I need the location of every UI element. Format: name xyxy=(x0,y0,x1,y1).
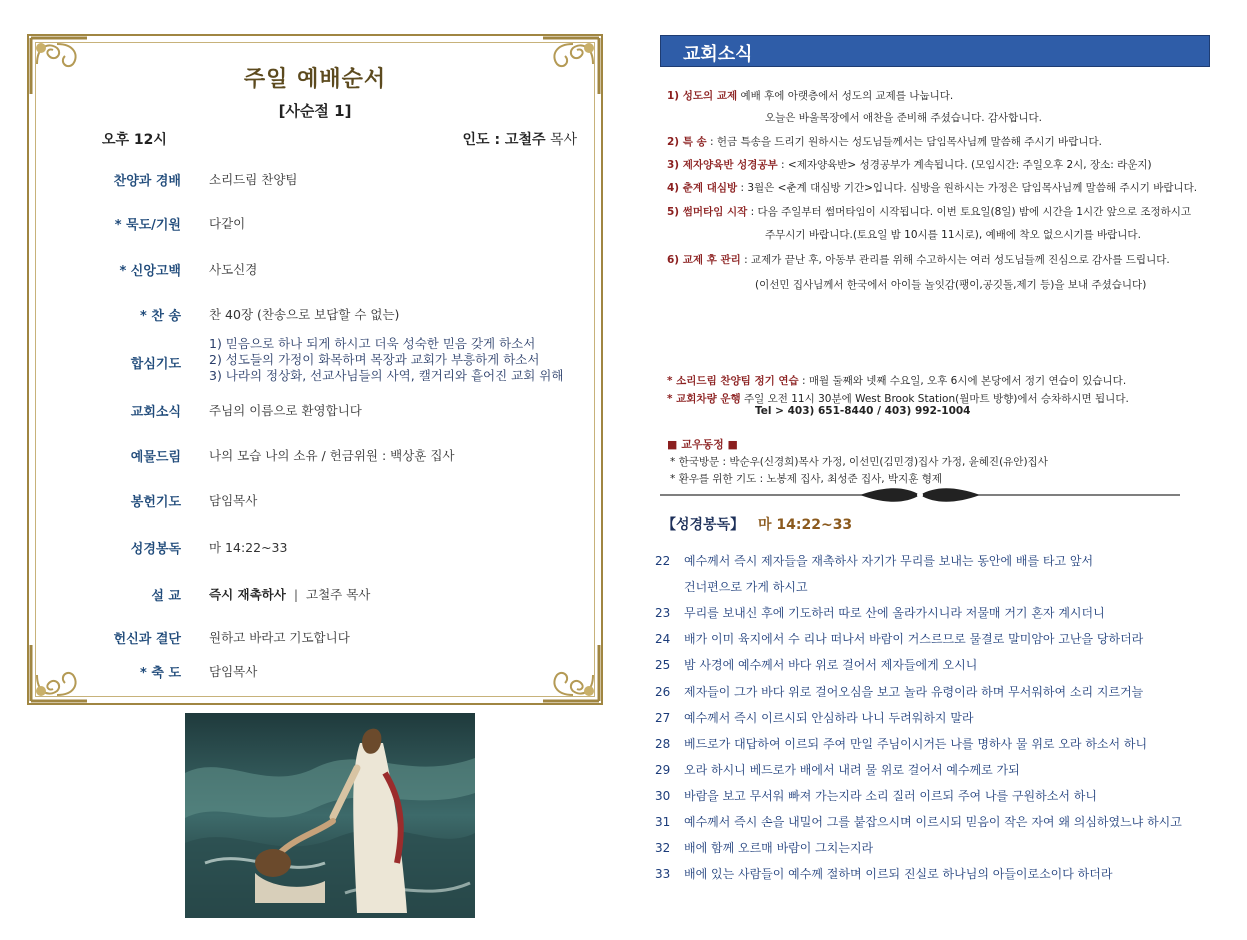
jesus-walking-on-water-image xyxy=(185,713,475,918)
order-item-label: 합심기도 xyxy=(130,357,181,372)
order-item-news xyxy=(29,401,601,421)
news-item-text: : 다음 주일부터 썸머타임이 시작됩니다. 이번 토요일(8일) 밤에 시간을 1시간 앞으로 조정하시고 xyxy=(747,206,1192,218)
order-item-label: 찬양과 경배 xyxy=(113,174,181,189)
news-header xyxy=(660,35,1210,67)
news-item-text: : 헌금 특송을 드리기 원하시는 성도님들께서는 담임목사님께 말씀해 주시기 바랍니다. xyxy=(706,136,1102,148)
verse-number: 31 xyxy=(655,815,671,829)
leader-role: 목사 xyxy=(545,132,577,148)
corner-ornament-icon xyxy=(533,34,603,104)
news-item xyxy=(667,204,1191,219)
news-item-text: 예배 후에 아랫층에서 성도의 교제를 나눕니다. xyxy=(737,90,954,102)
news-item-key: 3) 제자양육반 성경공부 xyxy=(667,159,778,171)
order-item-label: 설 교 xyxy=(151,589,181,604)
news-item-text: : 3월은 <춘계 대심방 기간>입니다. 심방을 원하시는 가정은 담임목사님께 말씀해 주시기 바랍니다. xyxy=(737,182,1198,194)
order-item-creed xyxy=(29,260,601,280)
news-item-key: 5) 썸머타임 시작 xyxy=(667,206,748,218)
leader-label: 인도 : xyxy=(462,132,505,148)
notice-text: 주일 오전 11시 30분에 West Brook Station(월마트 방향)에서 승차하시면 됩니다. xyxy=(740,393,1129,405)
news-item-text: : 교제가 끝난 후, 아동부 관리를 위해 수고하시는 여러 성도님들께 진심으로 감사를 드립니다. xyxy=(740,254,1170,266)
news-title: 교회소식 xyxy=(683,44,753,65)
order-item-content: 마 14:22~33 xyxy=(209,540,288,555)
scripture-reference: 마 14:22~33 xyxy=(758,517,853,533)
service-time: 오후 12시 xyxy=(102,132,167,148)
news-item-key: 2) 특 송 xyxy=(667,136,707,148)
corner-ornament-icon xyxy=(27,635,97,705)
notice-key: * 소리드림 찬양팀 정기 연습 xyxy=(667,375,799,387)
order-item-offering xyxy=(29,446,601,466)
notice-text: : 매월 둘째와 넷째 수요일, 오후 6시에 본당에서 정기 연습이 있습니다. xyxy=(798,375,1127,387)
order-item-content xyxy=(209,585,370,603)
order-item-label: * 축 도 xyxy=(140,666,181,681)
order-item-offering-prayer xyxy=(29,491,601,511)
order-item-content: 나의 모습 나의 소유 / 헌금위원 : 백상훈 집사 xyxy=(209,448,455,463)
news-item xyxy=(667,157,1152,172)
order-item-label: * 찬 송 xyxy=(140,309,181,324)
news-item-continued: 오늘은 바울목장에서 애찬을 준비해 주셨습니다. 감사합니다. xyxy=(765,112,1042,124)
order-item-label: 봉헌기도 xyxy=(130,495,181,510)
order-title: 주일 예배순서 xyxy=(243,67,387,92)
verse-text: 제자들이 그가 바다 위로 걸어오심을 보고 놀라 유령이라 하며 무서워하여 소리 지르거늘 xyxy=(684,685,1144,699)
news-item-key: 4) 춘계 대심방 xyxy=(667,182,738,194)
verse-text: 무리를 보내신 후에 기도하러 따로 산에 올라가시니라 저물매 거기 혼자 계시더니 xyxy=(684,606,1105,620)
order-item-scripture xyxy=(29,538,601,558)
member-news-line: * 한국방문 : 박순우(신경희)목사 가정, 이선민(김민경)집사 가정, 윤혜진(유안)집사 xyxy=(670,456,1048,468)
order-item-content: 찬 40장 (찬송으로 보답할 수 없는) xyxy=(209,307,400,322)
verse-number: 26 xyxy=(655,685,671,699)
phone-numbers: Tel > 403) 651-8440 / 403) 992-1004 xyxy=(755,405,971,417)
news-item-key: 1) 성도의 교제 xyxy=(667,90,738,102)
order-item-label: 예물드림 xyxy=(130,450,181,465)
verse-line xyxy=(655,630,1143,647)
verse-number: 33 xyxy=(655,867,671,881)
order-item-commitment xyxy=(29,628,601,648)
prayer-line: 1) 믿음으로 하나 되게 하시고 더욱 성숙한 믿음 갖게 하소서 xyxy=(209,336,536,351)
prayer-line: 2) 성도들의 가정이 화목하며 목장과 교회가 부흥하게 하소서 xyxy=(209,352,540,367)
verse-number: 28 xyxy=(655,737,671,751)
prayer-line: 3) 나라의 정상화, 선교사님들의 사역, 캘거리와 흩어진 교회 위해 xyxy=(209,368,564,383)
sermon-preacher: 고철주 목사 xyxy=(306,587,371,602)
verse-text: 배에 함께 오르매 바람이 그치는지라 xyxy=(684,841,874,855)
verse-text: 오라 하시니 베드로가 배에서 내려 물 위로 걸어서 예수께로 가되 xyxy=(684,763,1020,777)
news-item xyxy=(667,180,1197,195)
verse-text: 배에 있는 사람들이 예수께 절하며 이르되 진실로 하나님의 아들이로소이다 하더라 xyxy=(684,867,1113,881)
notice-item xyxy=(667,391,1129,406)
verse-line xyxy=(655,735,1147,752)
news-item-continued: (이선민 집사님께서 한국에서 아이들 놀잇감(팽이,공깃돌,제기 등)을 보내 주셨습니다) xyxy=(755,279,1147,291)
news-item-key: 6) 교제 후 관리 xyxy=(667,254,741,266)
order-item-label: * 묵도/기원 xyxy=(114,218,181,233)
verse-text: 베드로가 대답하여 이르되 주여 만일 주님이시거든 나를 명하사 물 위로 오라 하소서 하니 xyxy=(684,737,1148,751)
news-item xyxy=(667,252,1170,267)
corner-ornament-icon xyxy=(533,635,603,705)
verse-number: 25 xyxy=(655,658,671,672)
news-item xyxy=(667,134,1102,149)
scripture-heading: 【성경봉독】 xyxy=(662,517,745,533)
verse-line xyxy=(655,709,974,726)
flourish-divider-icon xyxy=(660,484,1180,506)
verse-text: 예수께서 즉시 손을 내밀어 그를 붙잡으시며 이르시되 믿음이 작은 자여 왜 의심하였느냐 하시고 xyxy=(684,815,1182,829)
order-item-content: 담임목사 xyxy=(209,493,258,508)
verse-line xyxy=(655,683,1143,700)
order-item-content: 주님의 이름으로 환영합니다 xyxy=(209,403,362,418)
verse-continued: 건너편으로 가게 하시고 xyxy=(684,580,808,594)
verse-number: 22 xyxy=(655,554,671,568)
members-news-title: ■ 교우동정 ■ xyxy=(667,438,738,451)
order-item-hymn xyxy=(29,305,601,325)
verse-line xyxy=(655,865,1112,882)
verse-line xyxy=(655,761,1020,778)
order-item-sermon xyxy=(29,585,601,605)
news-item-continued: 주무시기 바랍니다.(토요일 밤 10시를 11시로), 예배에 착오 없으시기를 바랍니다. xyxy=(765,229,1141,241)
order-item-prayer xyxy=(29,336,601,383)
prayer-lines xyxy=(209,336,563,384)
verse-line xyxy=(655,552,1093,569)
order-item-content: 원하고 바라고 기도합니다 xyxy=(209,630,350,645)
notice-item xyxy=(667,373,1126,388)
order-item-invocation xyxy=(29,214,601,234)
sermon-separator: | xyxy=(293,587,299,602)
order-item-content: 소리드림 찬양팀 xyxy=(209,172,298,187)
news-item xyxy=(667,88,953,103)
order-item-content: 담임목사 xyxy=(209,664,258,679)
verse-text: 예수께서 즉시 이르시되 안심하라 나니 두려워하지 말라 xyxy=(684,711,974,725)
verse-line xyxy=(655,787,1097,804)
order-item-content: 다같이 xyxy=(209,216,246,231)
verse-text: 바람을 보고 무서워 빠져 가는지라 소리 질러 이르되 주여 나를 구원하소서 하니 xyxy=(684,789,1097,803)
order-item-label: 교회소식 xyxy=(130,405,181,420)
order-item-label: 헌신과 결단 xyxy=(113,632,181,647)
notice-key: * 교회차량 운행 xyxy=(667,393,741,405)
verse-line xyxy=(655,839,873,856)
leader-name: 고철주 xyxy=(504,132,546,148)
order-item-benediction xyxy=(29,662,601,682)
order-item-label: * 신앙고백 xyxy=(119,264,181,279)
corner-ornament-icon xyxy=(27,34,97,104)
verse-line xyxy=(655,604,1105,621)
order-subtitle: [사순절 1] xyxy=(278,102,352,120)
order-item-praise xyxy=(29,170,601,190)
verse-text: 배가 이미 육지에서 수 리나 떠나서 바람이 거스르므로 물결로 말미암아 고난을 당하더라 xyxy=(684,632,1144,646)
order-item-label: 성경봉독 xyxy=(130,542,181,557)
verse-line xyxy=(655,813,1182,830)
news-item-text: : <제자양육반> 성경공부가 계속됩니다. (모임시간: 주일오후 2시, 장소: 라운지) xyxy=(777,159,1152,171)
verse-number: 24 xyxy=(655,632,671,646)
verse-number: 32 xyxy=(655,841,671,855)
verse-number: 30 xyxy=(655,789,671,803)
verse-number: 23 xyxy=(655,606,671,620)
member-news-line: * 환우를 위한 기도 : 노봉제 집사, 최성준 집사, 박지훈 형제 xyxy=(670,473,942,485)
service-leader xyxy=(463,129,577,149)
worship-order-frame xyxy=(27,34,603,705)
sermon-title: 즉시 재촉하사 xyxy=(209,587,286,602)
verse-number: 27 xyxy=(655,711,671,725)
verse-text: 밤 사경에 예수께서 바다 위로 걸어서 제자들에게 오시니 xyxy=(684,658,978,672)
verse-text: 예수께서 즉시 제자들을 재촉하사 자기가 무리를 보내는 동안에 배를 타고 앞서 xyxy=(684,554,1094,568)
verse-line xyxy=(655,656,977,673)
order-item-content: 사도신경 xyxy=(209,262,258,277)
verse-number: 29 xyxy=(655,763,671,777)
